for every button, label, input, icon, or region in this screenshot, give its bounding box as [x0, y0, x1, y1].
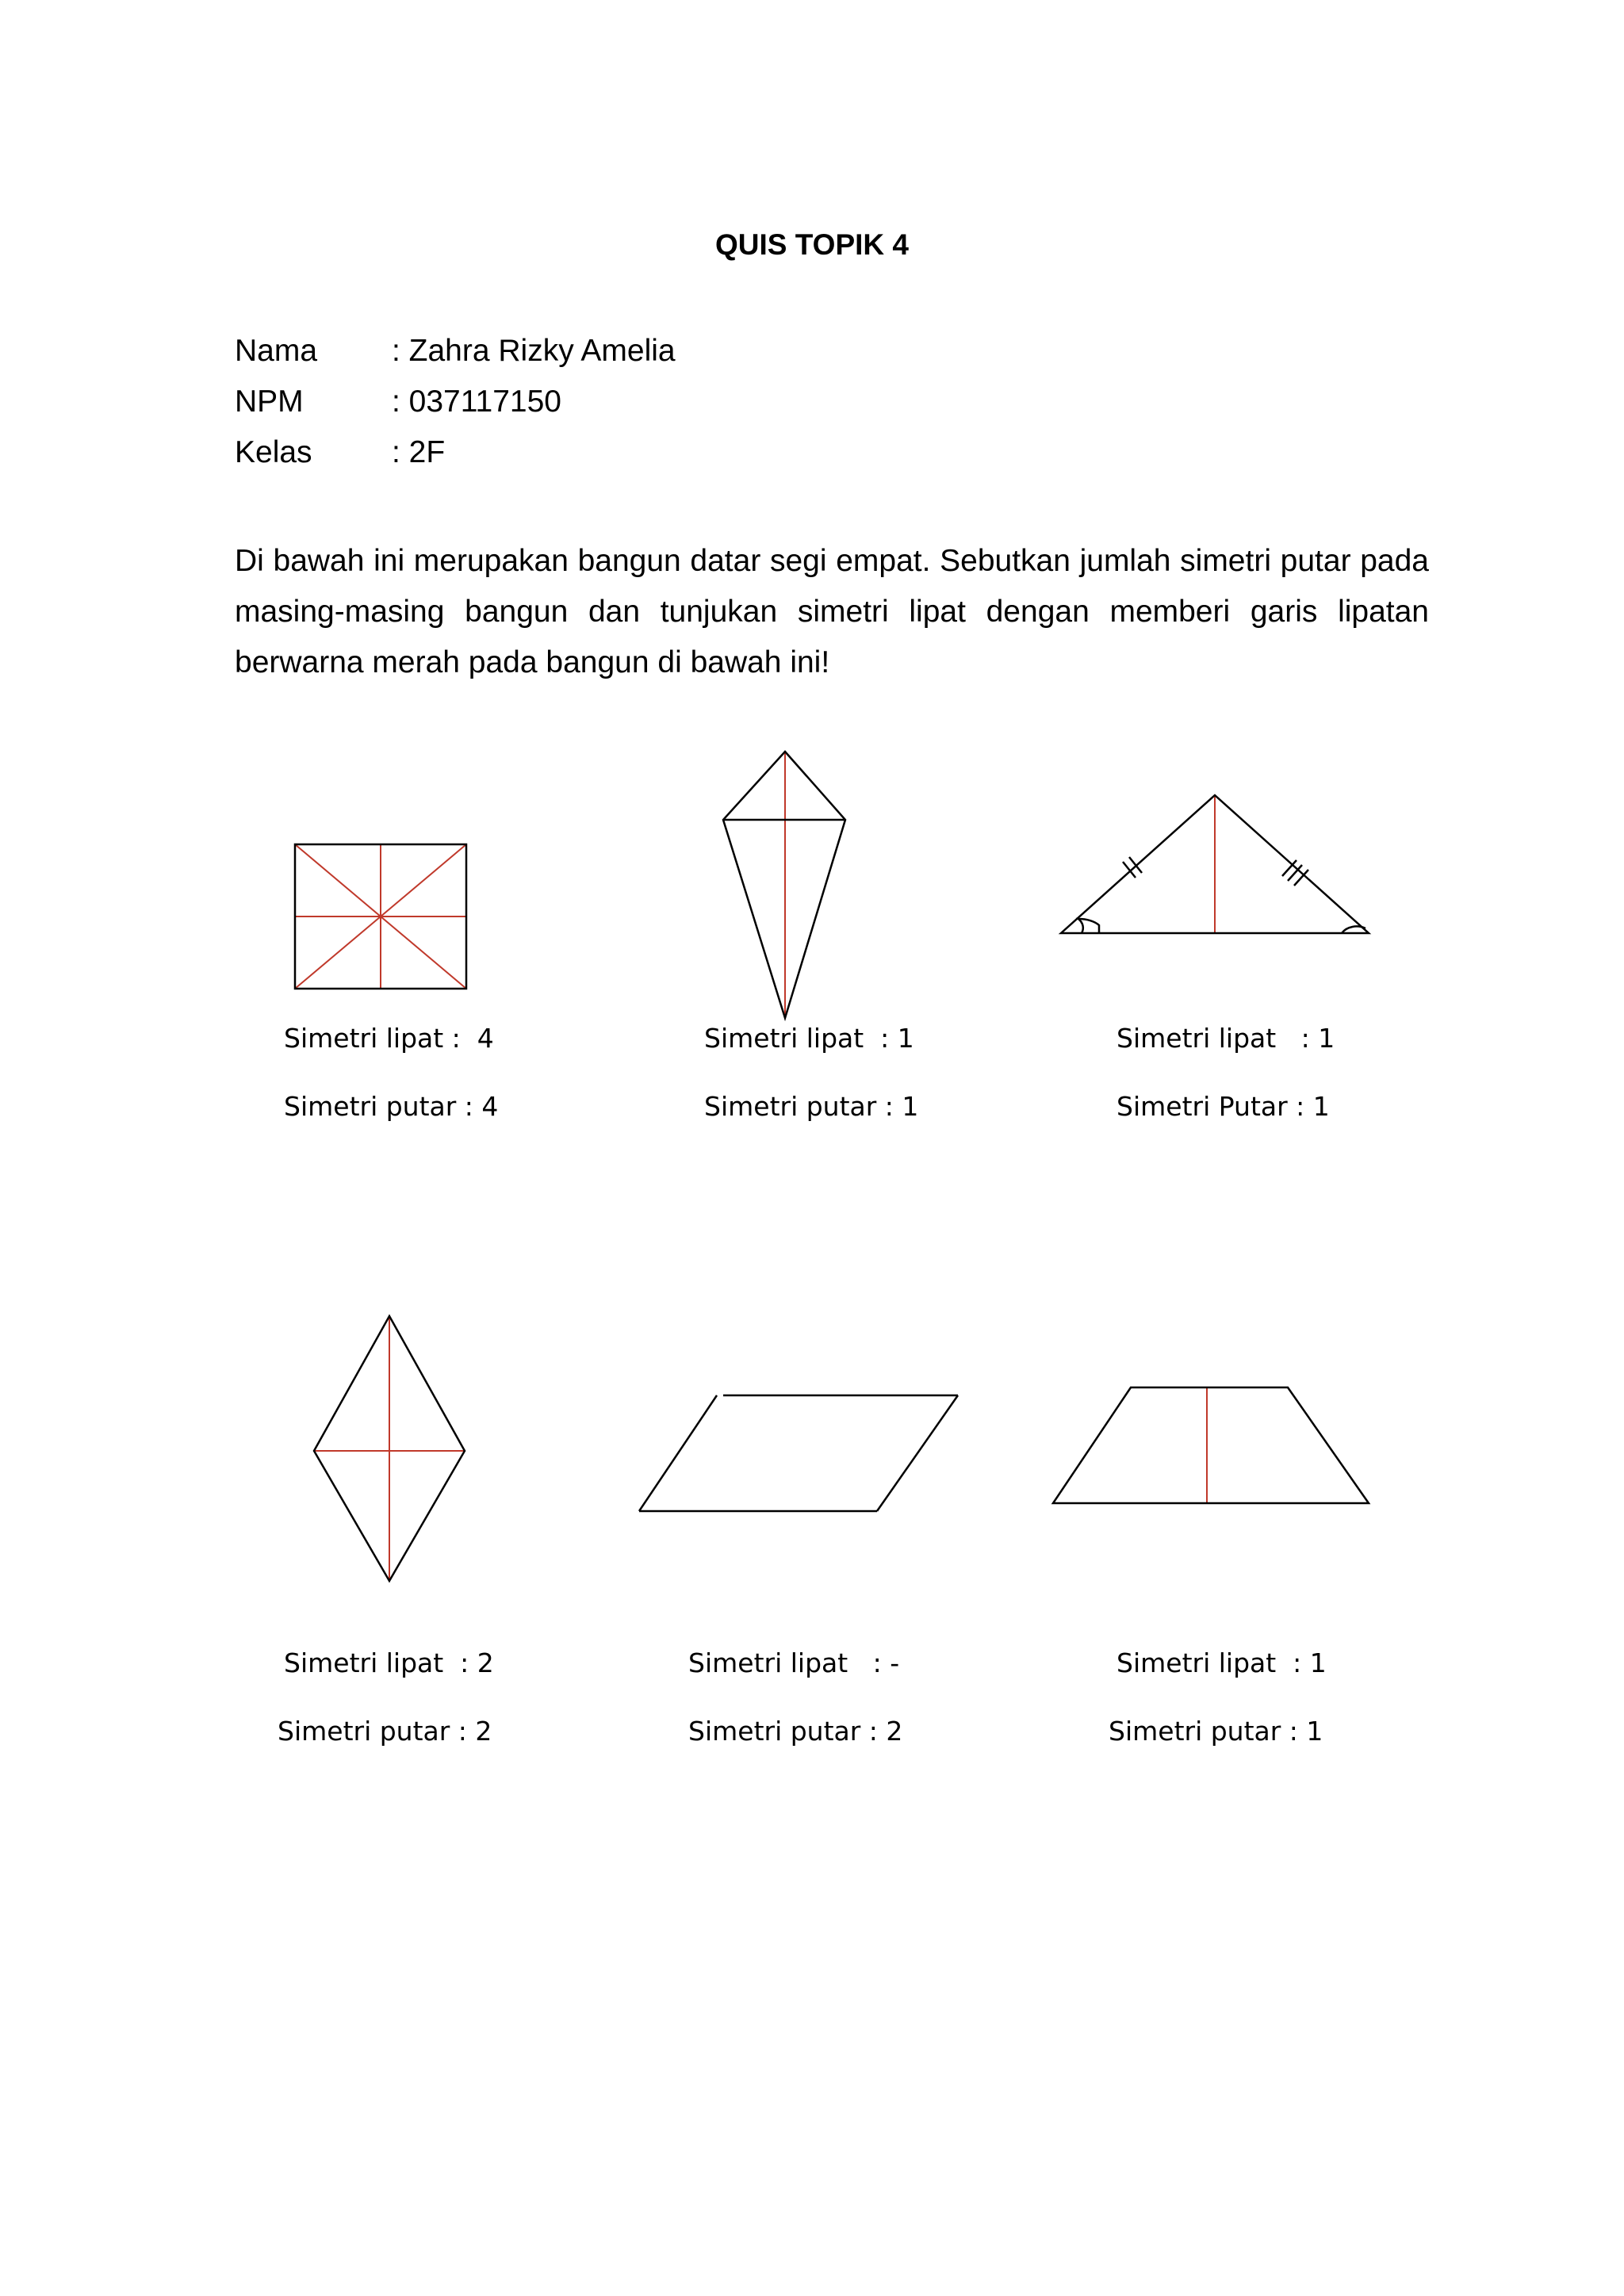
trapezoid-outline — [1053, 1387, 1369, 1503]
parallelogram-fold-caption: Simetri lipat : - — [688, 1647, 900, 1678]
npm-value: : 037117150 — [392, 385, 561, 419]
parallelogram-outline — [639, 1395, 958, 1511]
square-shape — [285, 832, 476, 999]
npm-row — [235, 382, 676, 433]
square-fold-caption: Simetri lipat : 4 — [284, 1023, 494, 1054]
class-value: : 2F — [392, 435, 446, 469]
name-row — [235, 331, 676, 382]
npm-label: NPM — [235, 385, 304, 419]
trapezoid-fold-caption: Simetri lipat : 1 — [1116, 1647, 1327, 1678]
rhombus-fold-caption: Simetri lipat : 2 — [284, 1647, 494, 1678]
rhombus-shape — [304, 1310, 479, 1587]
parallelogram-shape — [634, 1389, 967, 1517]
trapezoid-shape — [1048, 1381, 1373, 1508]
square-rotation-caption: Simetri putar : 4 — [284, 1091, 499, 1122]
name-label: Nama — [235, 334, 318, 368]
class-label: Kelas — [235, 435, 312, 469]
student-info — [235, 331, 676, 484]
page-title: QUIS TOPIK 4 — [715, 228, 909, 261]
square-fold-lines — [295, 844, 466, 989]
triangle-shape — [1055, 789, 1380, 939]
trapezoid-rotation-caption: Simetri putar : 1 — [1109, 1716, 1323, 1747]
parallelogram-rotation-caption: Simetri putar : 2 — [688, 1716, 903, 1747]
class-row — [235, 433, 676, 484]
triangle-fold-caption: Simetri lipat : 1 — [1116, 1023, 1335, 1054]
rhombus-rotation-caption: Simetri putar : 2 — [278, 1716, 492, 1747]
kite-rotation-caption: Simetri putar : 1 — [704, 1091, 919, 1122]
triangle-rotation-caption: Simetri Putar : 1 — [1116, 1091, 1330, 1122]
kite-fold-caption: Simetri lipat : 1 — [704, 1023, 914, 1054]
kite-shape — [714, 745, 856, 1023]
name-value: : Zahra Rizky Amelia — [392, 334, 676, 368]
instruction-text: Di bawah ini merupakan bangun datar segi empat. Sebutkan jumlah simetri putar pada masing-masing bangun dan tunjukan simetri lipat dengan memberi garis lipatan berwarna merah pada bangun di bawah ini! — [235, 544, 1429, 679]
rhombus-fold-lines — [314, 1316, 465, 1581]
